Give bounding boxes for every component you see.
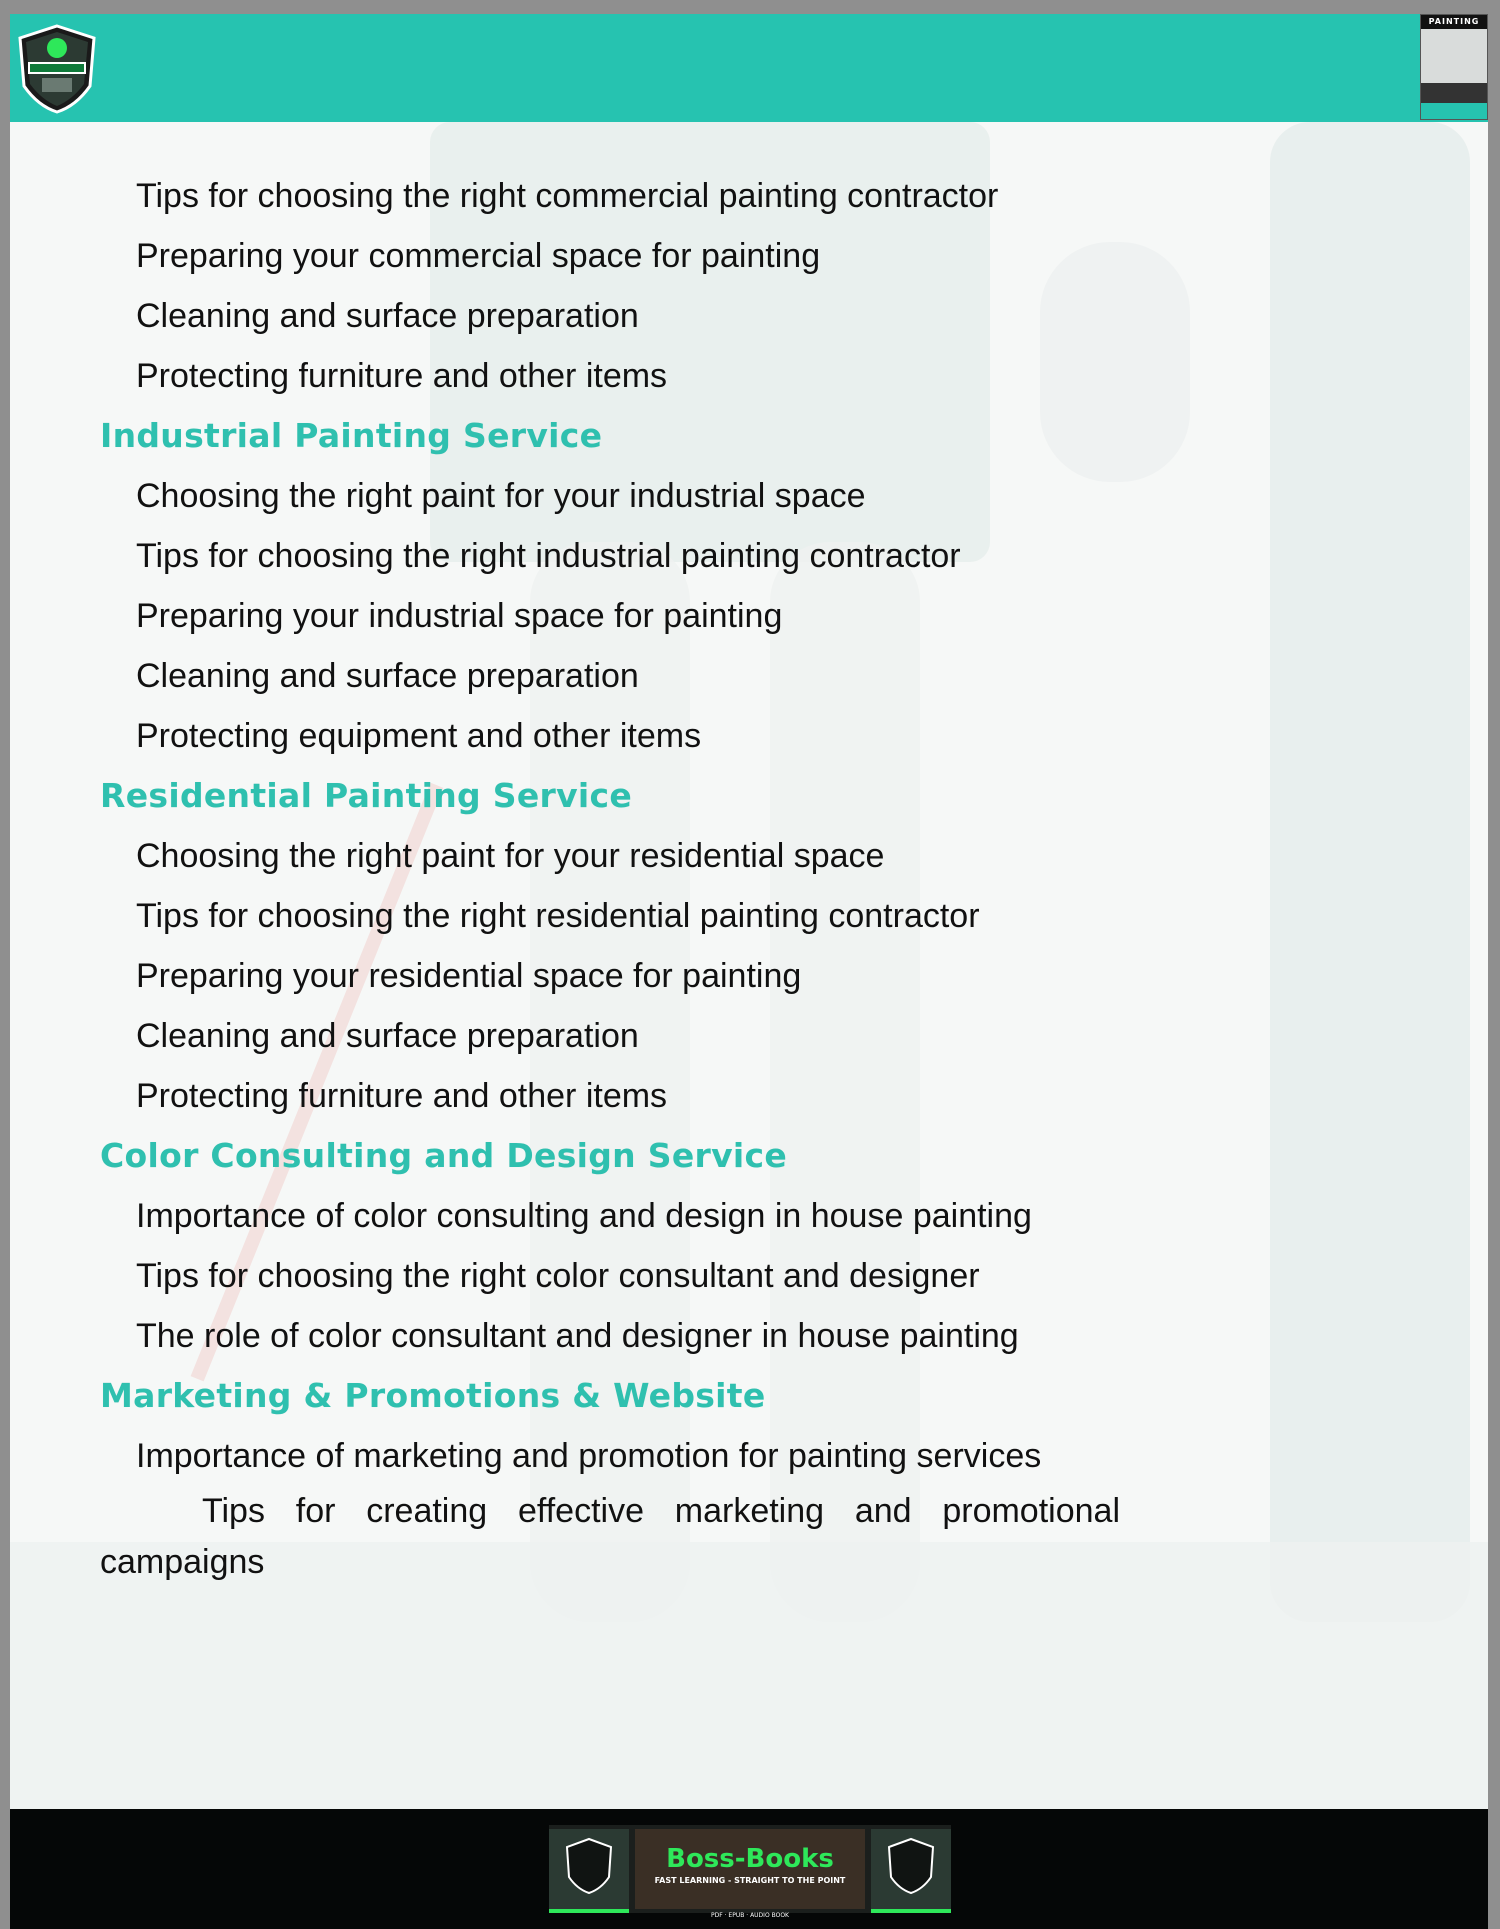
section-heading: Color Consulting and Design Service [100,1136,788,1175]
toc-item: Preparing your residential space for painting [136,957,802,995]
table-of-contents [100,166,1120,1588]
toc-item: Importance of color consulting and design in house painting [136,1197,1032,1235]
toc-item: Protecting furniture and other items [136,1077,668,1115]
cover-title: PAINTING [1421,15,1487,29]
banner-tagline: FAST LEARNING - STRAIGHT TO THE POINT [654,1876,846,1885]
toc-item: Tips for choosing the right color consultant and designer [136,1257,980,1295]
toc-item: Protecting furniture and other items [136,357,668,395]
document-page [10,14,1488,1929]
toc-item: Cleaning and surface preparation [136,657,639,695]
toc-item: Cleaning and surface preparation [136,297,639,335]
toc-item: Tips for creating effective marketing and promotional campaigns [100,1492,1120,1581]
gmp-university-shield-icon [16,24,98,114]
toc-item: Choosing the right paint for your industrial space [136,477,866,515]
toc-item: Preparing your industrial space for painting [136,597,783,635]
section-heading: Residential Painting Service [100,776,633,815]
toc-item: Cleaning and surface preparation [136,1017,639,1055]
banner-title: Boss-Books [666,1844,834,1874]
section-heading: Marketing & Promotions & Website [100,1376,766,1415]
toc-item: Preparing your commercial space for painting [136,237,821,275]
toc-item: Tips for choosing the right industrial painting contractor [136,537,961,575]
section-heading: Industrial Painting Service [100,416,603,455]
banner-formats: PDF · EPUB · AUDIO BOOK [711,1912,789,1919]
toc-item: Importance of marketing and promotion for painting services [136,1437,1042,1475]
toc-item: The role of color consultant and designer in house painting [136,1317,1019,1355]
book-cover-thumbnail [1420,14,1488,120]
toc-item: Tips for choosing the right commercial painting contractor [136,177,999,215]
boss-books-banner [549,1817,951,1921]
page-header [10,14,1488,122]
toc-item: Protecting equipment and other items [136,717,702,755]
toc-item: Tips for choosing the right residential painting contractor [136,897,980,935]
toc-item: Choosing the right paint for your residential space [136,837,885,875]
page-footer [10,1809,1488,1929]
